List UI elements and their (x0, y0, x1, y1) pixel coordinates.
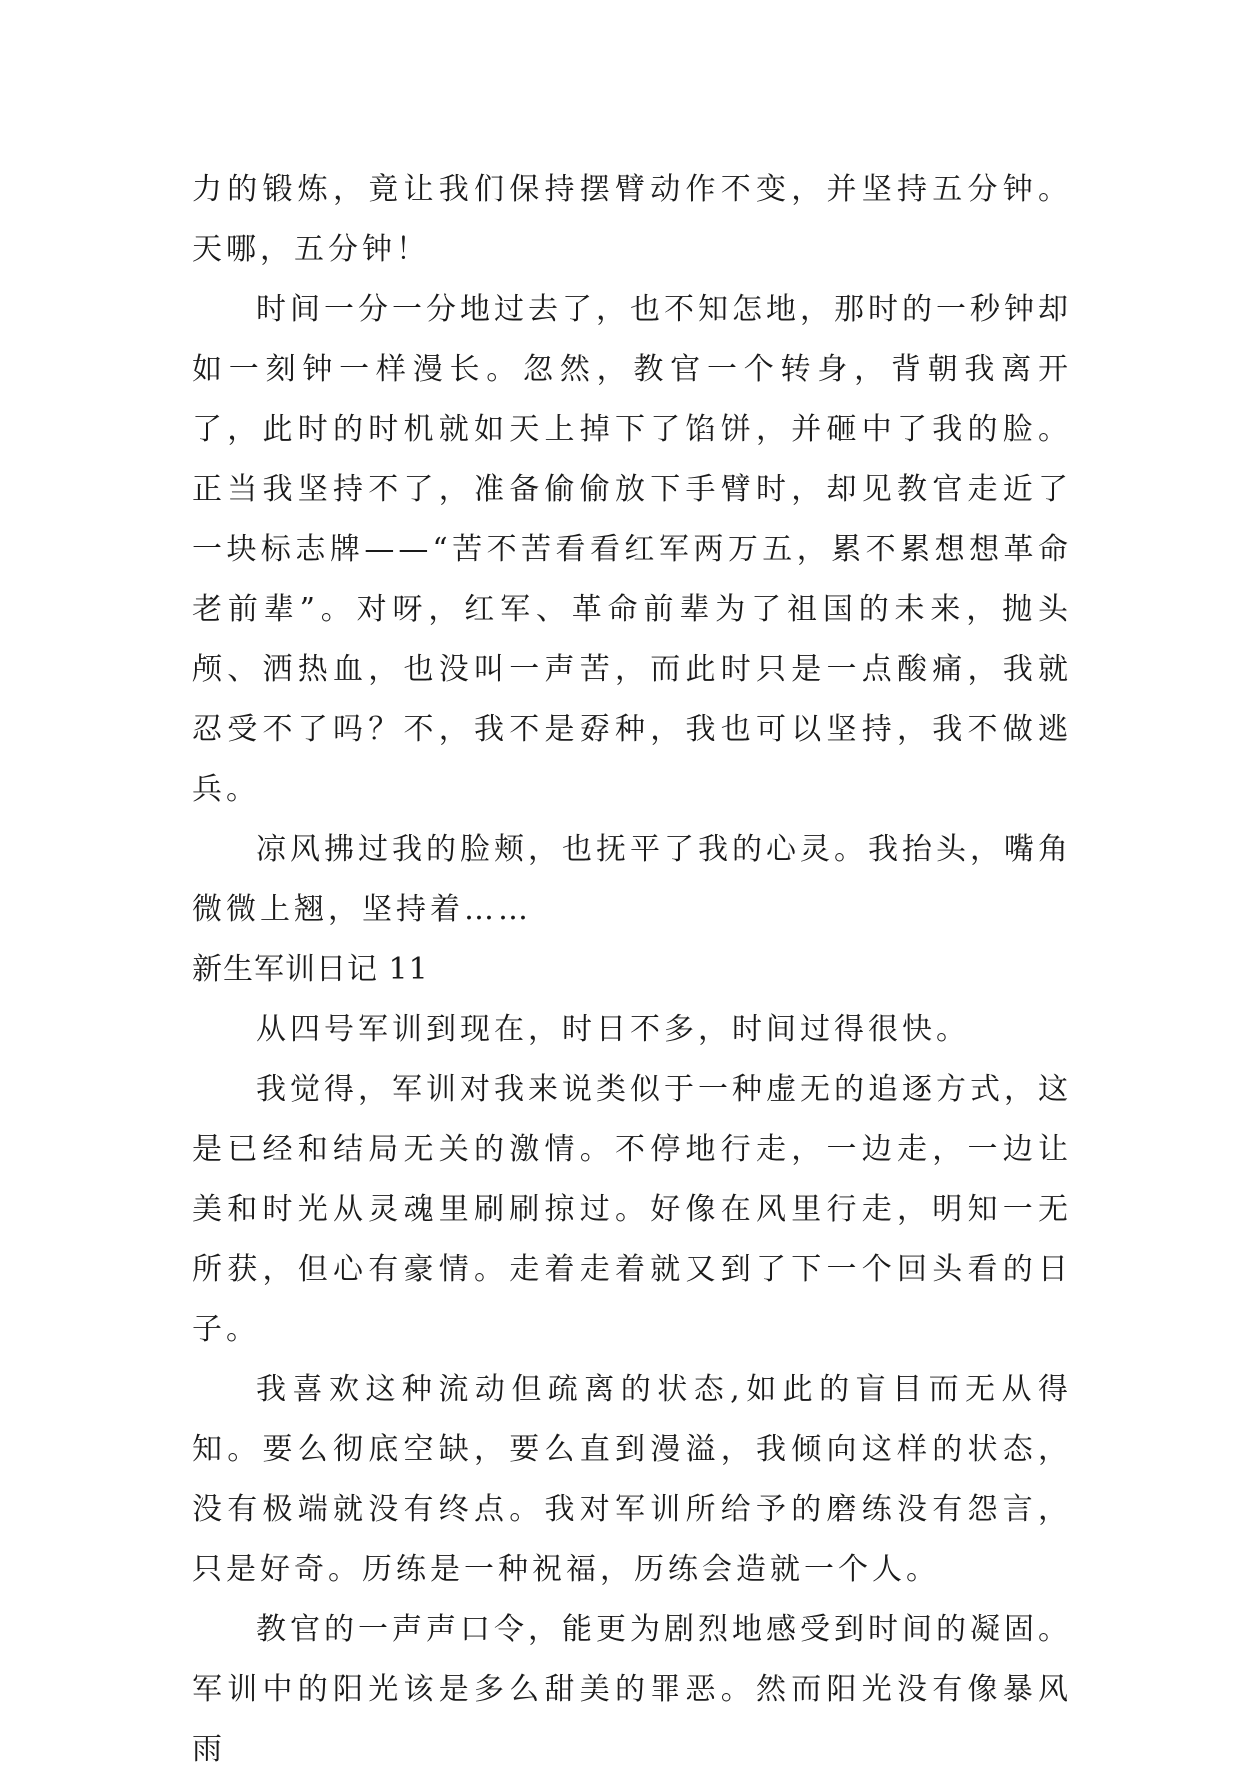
paragraph-1: 力的锻炼，竟让我们保持摆臂动作不变，并坚持五分钟。天哪，五分钟！ (192, 172, 1072, 267)
paragraph-5: 我觉得，军训对我来说类似于一种虚无的追逐方式，这是已经和结局无关的激情。不停地行走，一边走，一边让美和时光从灵魂里刷刷掠过。好像在风里行走，明知一无所获，但心有豪情。走着走着就又到了下一个回头看的日子。 (192, 1072, 1072, 1347)
paragraph-2: 时间一分一分地过去了，也不知怎地，那时的一秒钟却如一刻钟一样漫长。忽然，教官一个转身，背朝我离开了，此时的时机就如天上掉下了馅饼，并砸中了我的脸。正当我坚持不了，准备偷偷放下手臂时，却见教官走近了一块标志牌——“苦不苦看看红军两万五，累不累想想革命老前辈”。对呀，红军、革命前辈为了祖国的未来，抛头颅、洒热血，也没叫一声苦，而此时只是一点酸痛，我就忍受不了吗？不，我不是孬种，我也可以坚持，我不做逃兵。 (192, 292, 1072, 807)
paragraph-4: 从四号军训到现在，时日不多，时间过得很快。 (256, 1012, 970, 1047)
section-heading: 新生军训日记 11 (192, 952, 429, 987)
document-body (192, 160, 1072, 1780)
paragraph-6: 我喜欢这种流动但疏离的状态,如此的盲目而无从得知。要么彻底空缺，要么直到漫溢，我倾向这样的状态，没有极端就没有终点。我对军训所给予的磨练没有怨言，只是好奇。历练是一种祝福，历练会造就一个人。 (192, 1372, 1072, 1587)
paragraph-3: 凉风拂过我的脸颊，也抚平了我的心灵。我抬头，嘴角微微上翘，坚持着…… (192, 832, 1072, 927)
paragraph-7: 教官的一声声口令，能更为剧烈地感受到时间的凝固。军训中的阳光该是多么甜美的罪恶。然而阳光没有像暴风雨 (192, 1612, 1072, 1767)
